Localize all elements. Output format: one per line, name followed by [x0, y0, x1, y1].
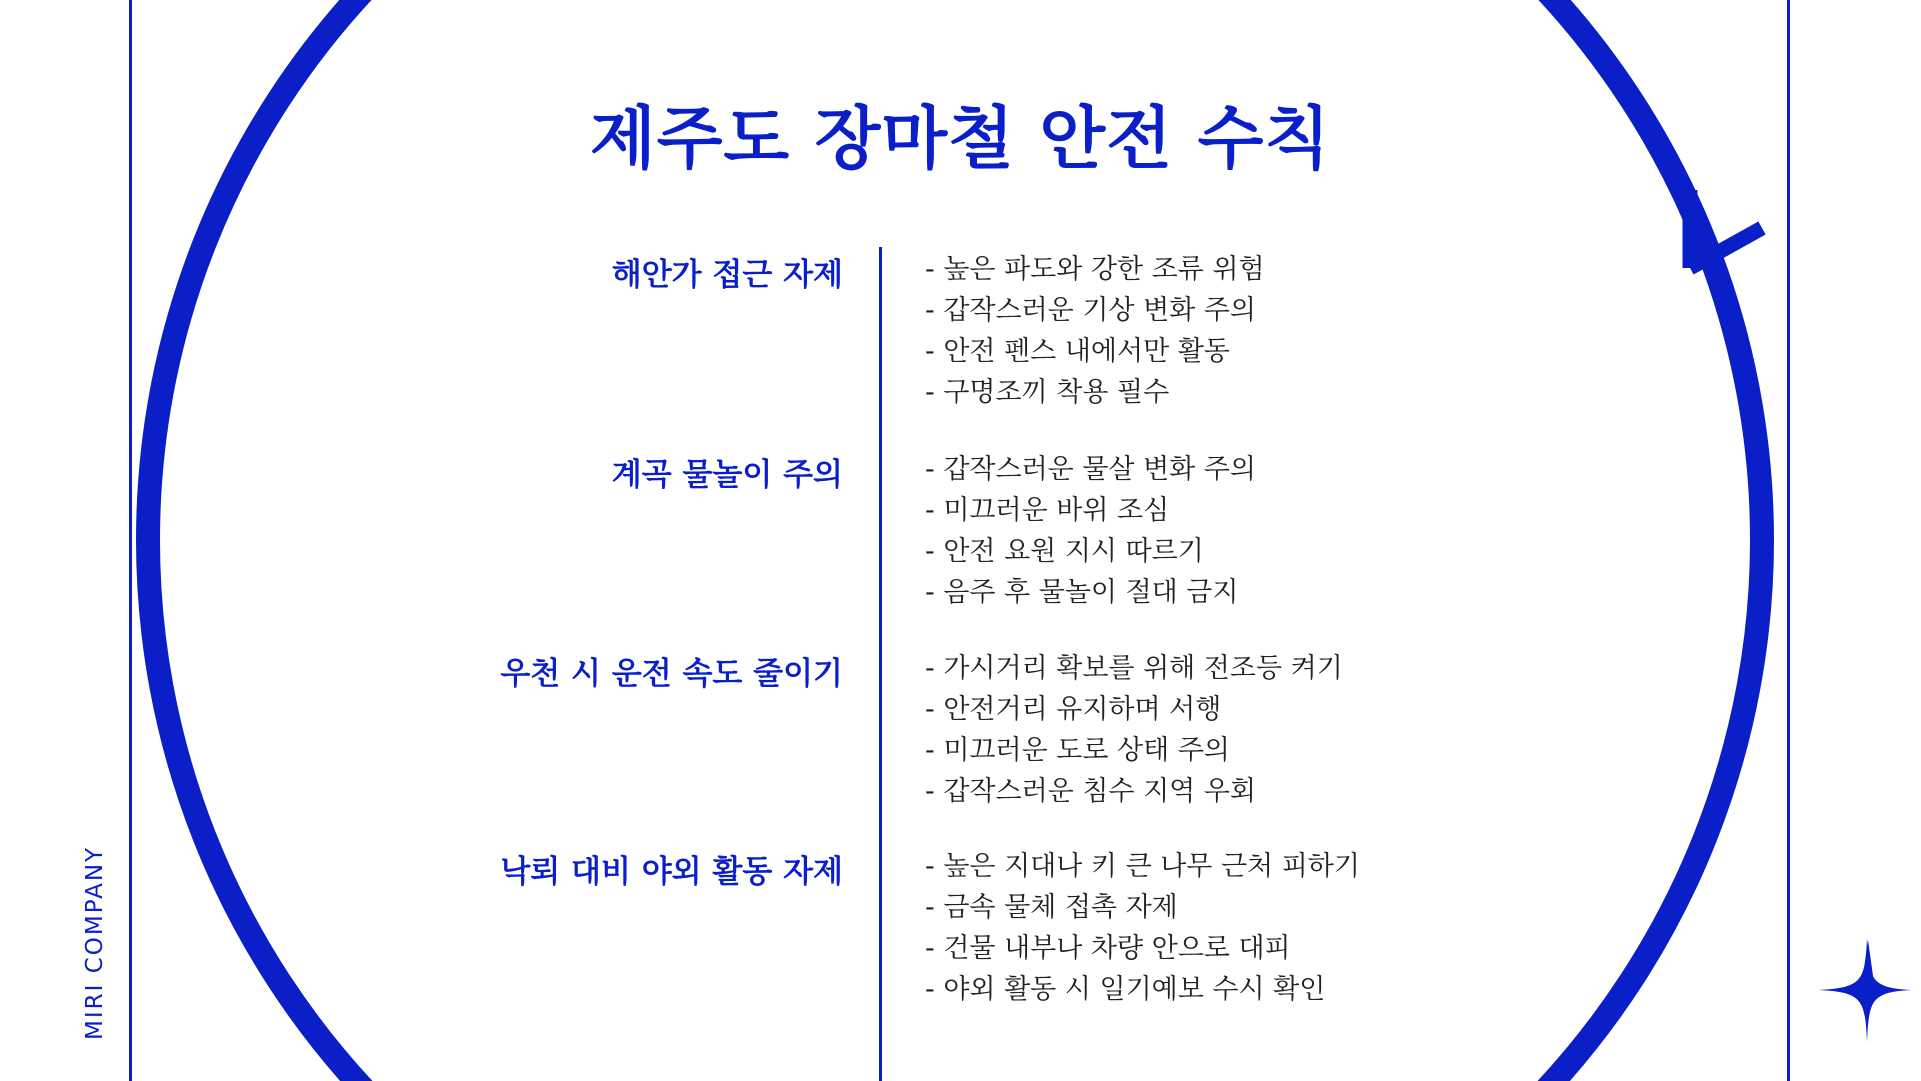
- list-item: - 구명조끼 착용 필수: [925, 377, 1170, 408]
- section-heading: 해안가 접근 자제: [611, 257, 843, 293]
- sparkle-star-icon: [1818, 938, 1912, 1042]
- section-items: [925, 846, 1360, 1010]
- list-item: - 미끄러운 바위 조심: [925, 495, 1170, 526]
- list-item: - 미끄러운 도로 상태 주의: [925, 735, 1230, 766]
- brand-label: MIRI COMPANY: [82, 845, 108, 1040]
- list-item: - 안전거리 유지하며 서행: [925, 694, 1222, 725]
- section-items: [925, 449, 1256, 613]
- center-divider: [879, 247, 882, 1081]
- list-item: - 음주 후 물놀이 절대 금지: [925, 577, 1239, 608]
- section-items: [925, 249, 1265, 413]
- list-item: - 야외 활동 시 일기예보 수시 확인: [925, 974, 1326, 1005]
- list-item: - 갑작스러운 기상 변화 주의: [925, 295, 1256, 326]
- list-item: - 높은 파도와 강한 조류 위험: [925, 254, 1265, 285]
- list-item: - 금속 물체 접촉 자제: [925, 892, 1178, 923]
- list-item: - 갑작스러운 침수 지역 우회: [925, 776, 1256, 807]
- list-item: - 높은 지대나 키 큰 나무 근처 피하기: [925, 851, 1360, 882]
- list-item: - 가시거리 확보를 위해 전조등 켜기: [925, 653, 1343, 684]
- list-item: - 갑작스러운 물살 변화 주의: [925, 454, 1256, 485]
- section-heading: 우천 시 운전 속도 줄이기: [500, 656, 843, 692]
- list-item: - 건물 내부나 차량 안으로 대피: [925, 933, 1291, 964]
- section-heading: 낙뢰 대비 야외 활동 자제: [500, 854, 843, 890]
- list-item: - 안전 펜스 내에서만 활동: [925, 336, 1230, 367]
- section-heading: 계곡 물놀이 주의: [611, 457, 843, 493]
- list-item: - 안전 요원 지시 따르기: [925, 536, 1204, 567]
- page-title: 제주도 장마철 안전 수칙: [590, 100, 1331, 179]
- section-items: [925, 648, 1343, 812]
